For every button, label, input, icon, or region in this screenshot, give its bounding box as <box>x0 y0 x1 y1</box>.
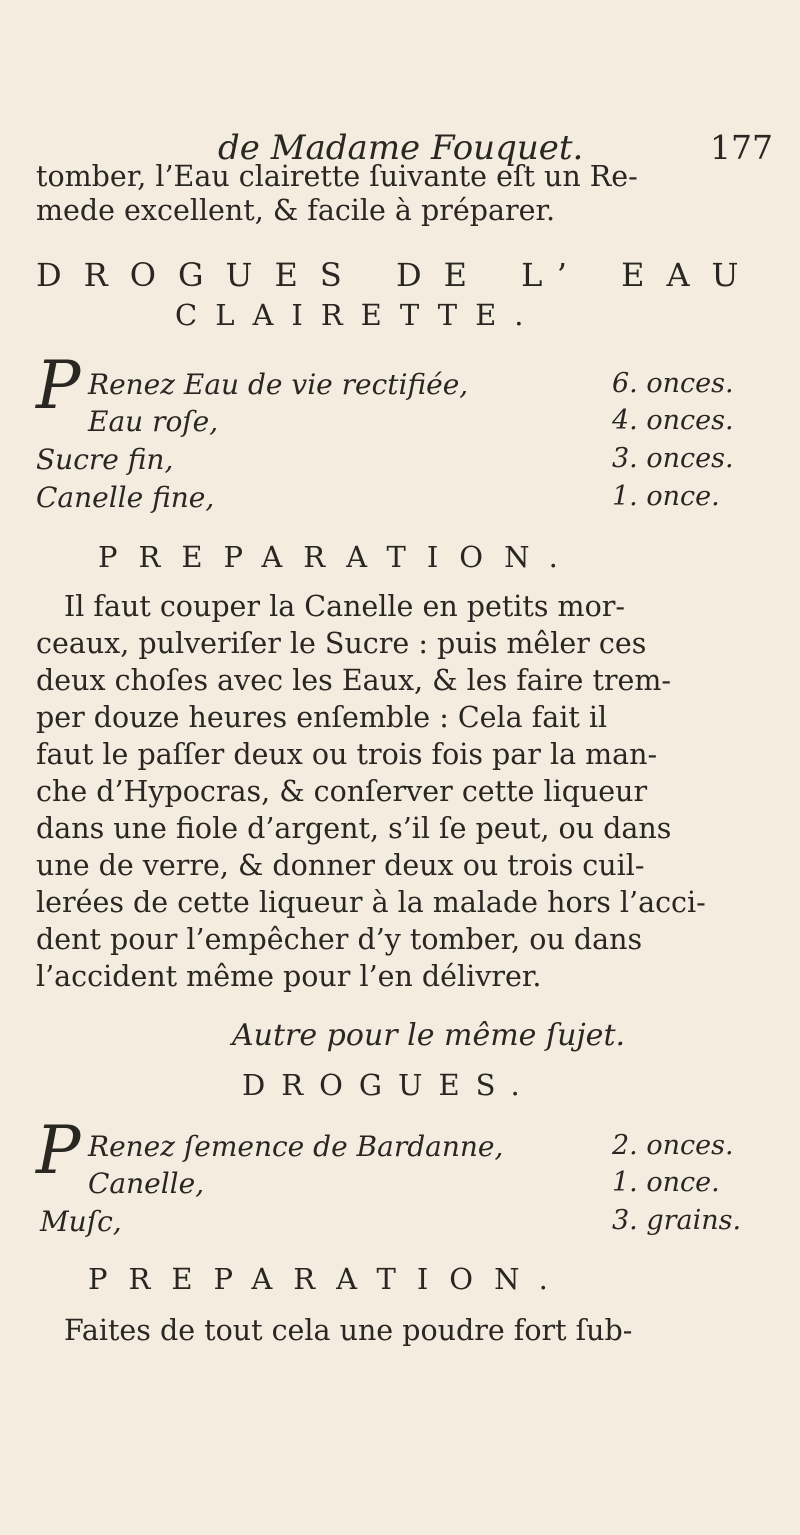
body-text-line: per douze heures enſemble : Cela fait il <box>36 701 608 734</box>
intro-line-1: tomber, l’Eau clairette ſuivante eſt un Re- <box>36 160 638 193</box>
recipe-subtitle: Autre pour le même ſujet. <box>232 1018 626 1053</box>
ingredient-quantity: 2. onces. <box>612 1130 734 1161</box>
body-text-line: che d’Hypocras, & conſerver cette liqueur <box>36 775 648 808</box>
body-text-line: lerées de cette liqueur à la malade hors l’acci- <box>36 886 706 919</box>
section-heading-line-1: DROGUES DE L’ EAU <box>36 256 761 294</box>
body-text-line: dans une fiole d’argent, s’il ſe peut, ou dans <box>36 812 672 845</box>
ingredient-quantity: 1. once. <box>612 1167 720 1198</box>
section-heading: DROGUES. <box>242 1068 536 1102</box>
ingredient-name: Eau roſe, <box>88 405 219 438</box>
ingredient-name: Canelle, <box>88 1167 205 1200</box>
intro-line-2: mede excellent, & facile à préparer. <box>36 194 555 227</box>
section-heading-line-2: CLAIRETTE. <box>175 298 542 332</box>
ingredient-name: Canelle fine, <box>36 481 215 514</box>
ingredient-name: Renez Eau de vie rectifiée, <box>88 368 469 401</box>
body-text-line: faut le paſſer deux ou trois fois par la man- <box>36 738 658 771</box>
preparation-heading: PREPARATION. <box>88 1262 569 1296</box>
ingredient-name: Renez ſemence de Bardanne, <box>88 1130 504 1163</box>
ingredient-quantity: 3. onces. <box>612 443 734 474</box>
body-text-line: ceaux, pulveriſer le Sucre : puis mêler ces <box>36 627 647 660</box>
page-number: 177 <box>710 128 773 167</box>
running-header-title: de Madame Fouquet. <box>218 128 584 168</box>
body-text-line: deux choſes avec les Eaux, & les faire trem- <box>36 664 672 697</box>
body-text-line: Il faut couper la Canelle en petits mor- <box>64 590 625 623</box>
ingredient-quantity: 1. once. <box>612 481 720 512</box>
ingredient-quantity: 6. onces. <box>612 368 734 399</box>
ingredient-quantity: 4. onces. <box>612 405 734 436</box>
body-text-line: Faites de tout cela une poudre fort ſub- <box>64 1314 633 1347</box>
body-text-line: l’accident même pour l’en délivrer. <box>36 960 542 993</box>
ingredient-name: Sucre fin, <box>36 443 174 476</box>
ingredient-quantity: 3. grains. <box>612 1205 742 1236</box>
ingredient-name: Muſc, <box>40 1205 122 1238</box>
body-text-line: dent pour l’empêcher d’y tomber, ou dans <box>36 923 643 956</box>
drop-cap-letter: P <box>36 1112 81 1189</box>
body-text-line: une de verre, & donner deux ou trois cuil- <box>36 849 645 882</box>
drop-cap-letter: P <box>36 347 81 424</box>
preparation-heading: PREPARATION. <box>98 540 579 574</box>
